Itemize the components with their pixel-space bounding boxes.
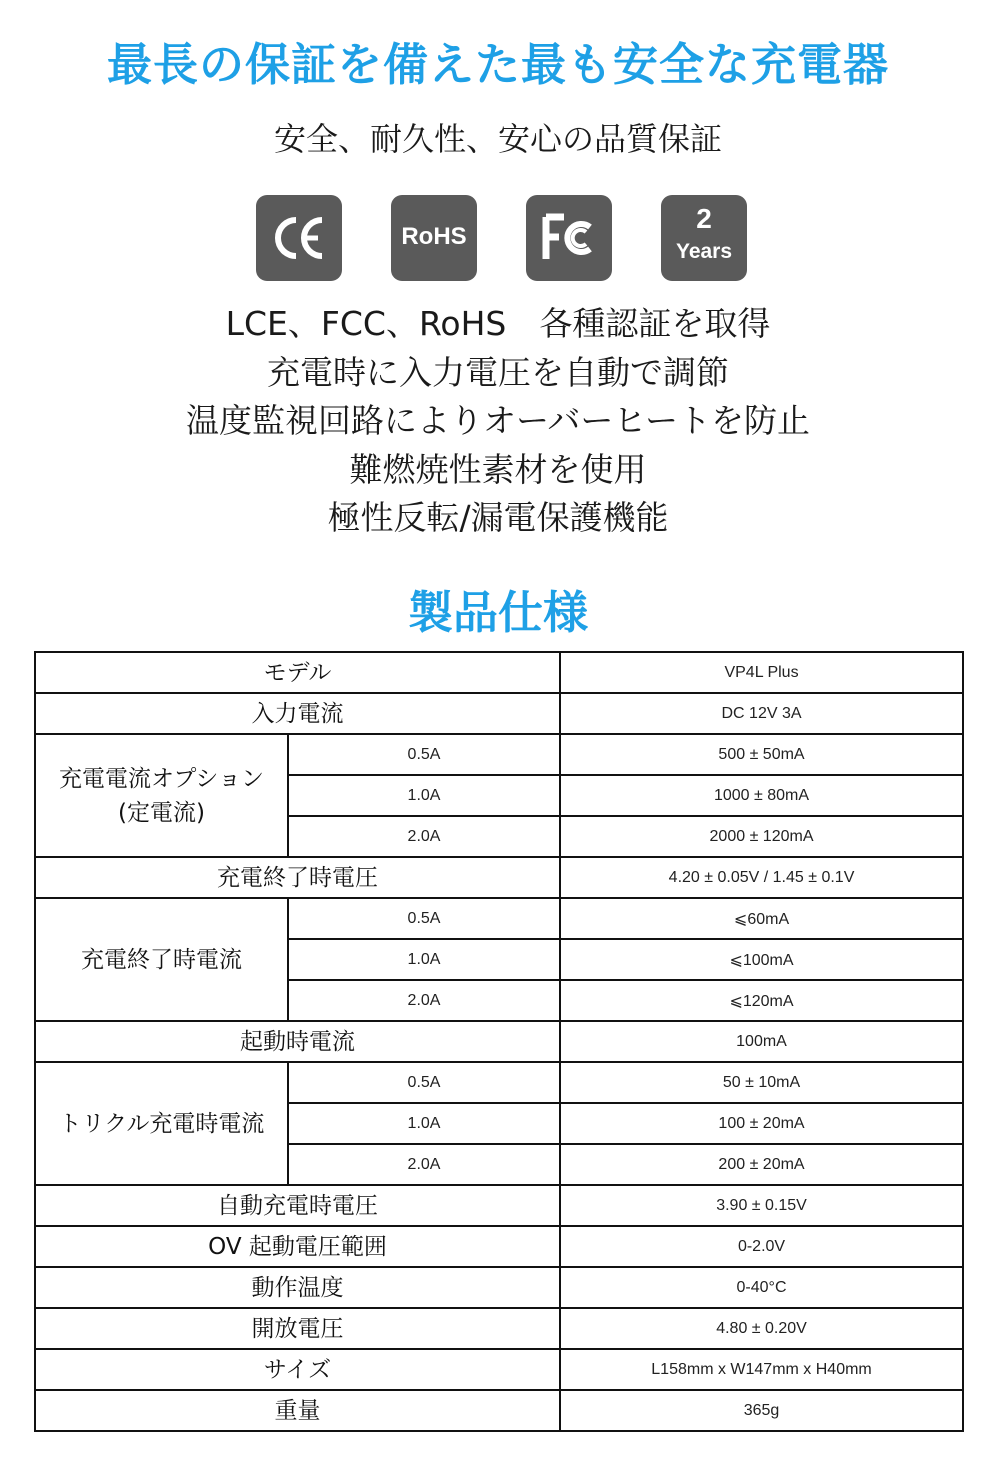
spec-value: ⩽60mA bbox=[560, 898, 963, 939]
spec-value: 0-40°C bbox=[560, 1267, 963, 1308]
headline: 最長の保証を備えた最も安全な充電器 bbox=[106, 38, 889, 91]
spec-option: 0.5A bbox=[288, 1062, 560, 1103]
table-row bbox=[35, 1185, 963, 1226]
spec-label-line: 充電電流オプション bbox=[59, 765, 264, 792]
spec-value: 2000 ± 120mA bbox=[560, 816, 963, 857]
rohs-label: RoHS bbox=[401, 223, 467, 250]
table-row bbox=[35, 1226, 963, 1267]
spec-option: 1.0A bbox=[288, 939, 560, 980]
feature-item: 難燃焼性素材を使用 bbox=[349, 449, 647, 489]
spec-value: 1000 ± 80mA bbox=[560, 775, 963, 816]
spec-option: 1.0A bbox=[288, 1103, 560, 1144]
table-row bbox=[35, 1308, 963, 1349]
spec-label: 動作温度 bbox=[35, 1267, 560, 1308]
table-row bbox=[35, 1021, 963, 1062]
spec-value: 0-2.0V bbox=[560, 1226, 963, 1267]
feature-item: 温度監視回路によりオーバーヒートを防止 bbox=[185, 401, 811, 440]
spec-option: 2.0A bbox=[288, 980, 560, 1021]
table-row bbox=[35, 1390, 963, 1431]
table-row bbox=[35, 652, 963, 693]
ce-mark-icon bbox=[256, 195, 342, 281]
spec-label: 開放電圧 bbox=[35, 1308, 560, 1349]
spec-value: 200 ± 20mA bbox=[560, 1144, 963, 1185]
spec-option: 1.0A bbox=[288, 775, 560, 816]
certification-badges bbox=[256, 195, 748, 281]
feature-item: 充電時に入力電圧を自動で調節 bbox=[267, 352, 729, 392]
spec-option: 0.5A bbox=[288, 734, 560, 775]
table-row bbox=[35, 857, 963, 898]
table-row bbox=[35, 1267, 963, 1308]
spec-value: DC 12V 3A bbox=[560, 693, 963, 734]
spec-label: 充電終了時電圧 bbox=[35, 857, 560, 898]
table-row bbox=[35, 1062, 963, 1103]
warranty-number: 2 bbox=[696, 203, 712, 234]
spec-value: 100mA bbox=[560, 1021, 963, 1062]
spec-label: 重量 bbox=[35, 1390, 560, 1431]
spec-label: 入力電流 bbox=[35, 693, 560, 734]
table-row bbox=[35, 1349, 963, 1390]
spec-label: OV 起動電圧範囲 bbox=[35, 1226, 560, 1267]
spec-title: 製品仕様 bbox=[407, 586, 588, 639]
table-row bbox=[35, 693, 963, 734]
spec-value: 50 ± 10mA bbox=[560, 1062, 963, 1103]
rohs-badge bbox=[391, 195, 477, 281]
spec-label-line: (定電流) bbox=[118, 799, 205, 826]
spec-option: 0.5A bbox=[288, 898, 560, 939]
spec-value: 4.20 ± 0.05V / 1.45 ± 0.1V bbox=[560, 857, 963, 898]
spec-value: 100 ± 20mA bbox=[560, 1103, 963, 1144]
spec-label: サイズ bbox=[35, 1349, 560, 1390]
feature-item: 極性反転/漏電保護機能 bbox=[327, 498, 669, 537]
spec-label: 起動時電流 bbox=[35, 1021, 560, 1062]
feature-list bbox=[0, 300, 996, 543]
spec-value: 365g bbox=[560, 1390, 963, 1431]
table-row bbox=[35, 734, 963, 775]
spec-value: VP4L Plus bbox=[560, 652, 963, 693]
spec-label: モデル bbox=[35, 652, 560, 693]
spec-label bbox=[35, 734, 288, 857]
fcc-mark-icon bbox=[526, 195, 612, 281]
spec-value: 3.90 ± 0.15V bbox=[560, 1185, 963, 1226]
feature-item: LCE、FCC、RoHS 各種認証を取得 bbox=[225, 304, 771, 343]
spec-option: 2.0A bbox=[288, 1144, 560, 1185]
spec-label: 充電終了時電流 bbox=[35, 898, 288, 1021]
warranty-unit: Years bbox=[675, 240, 733, 263]
subtitle: 安全、耐久性、安心の品質保証 bbox=[273, 120, 722, 158]
spec-option: 2.0A bbox=[288, 816, 560, 857]
warranty-badge bbox=[661, 195, 747, 281]
spec-value: L158mm x W147mm x H40mm bbox=[560, 1349, 963, 1390]
table-row bbox=[35, 898, 963, 939]
spec-value: 500 ± 50mA bbox=[560, 734, 963, 775]
spec-label: 自動充電時電圧 bbox=[35, 1185, 560, 1226]
spec-value: 4.80 ± 0.20V bbox=[560, 1308, 963, 1349]
spec-label: トリクル充電時電流 bbox=[35, 1062, 288, 1185]
spec-table bbox=[34, 651, 964, 1432]
spec-value: ⩽120mA bbox=[560, 980, 963, 1021]
spec-value: ⩽100mA bbox=[560, 939, 963, 980]
